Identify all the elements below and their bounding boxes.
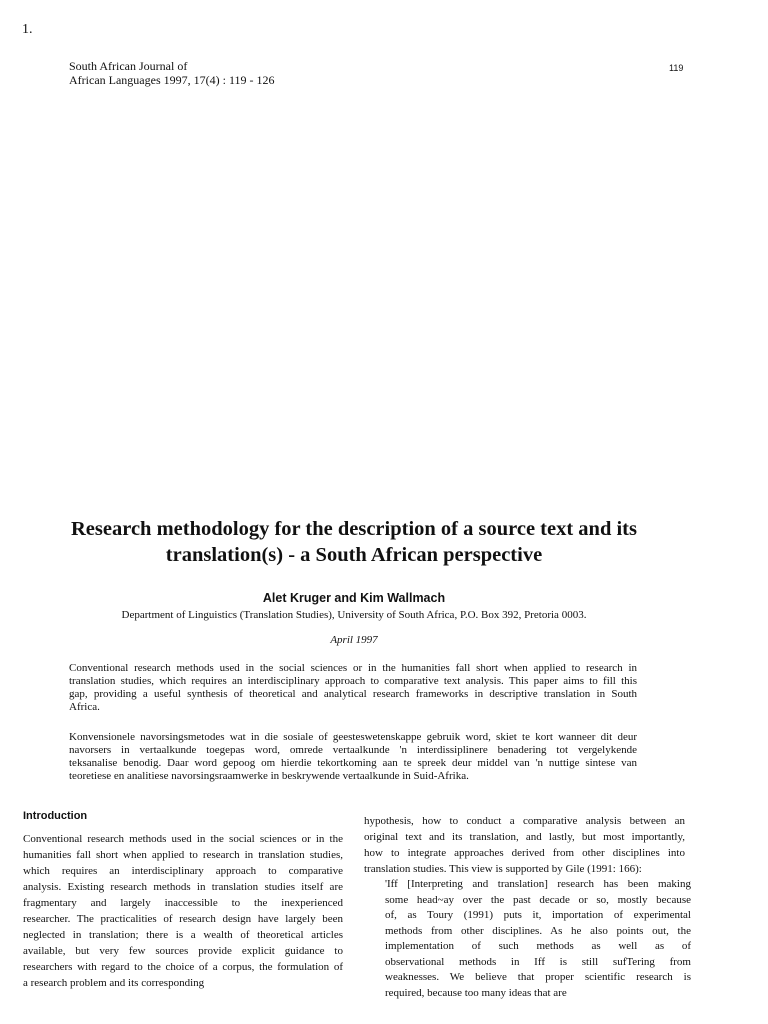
abstract-line: Africa. bbox=[69, 701, 100, 713]
page-number: 119 bbox=[669, 63, 684, 73]
publication-date: April 1997 bbox=[330, 634, 378, 646]
journal-volume: African Languages 1997, 17(4) : 119 - 126 bbox=[69, 73, 275, 87]
body-line: neglected in translation; there is a wealth of theoretical articles bbox=[23, 929, 343, 941]
body-line: researchers with regard to the choice of a corpus, the formulation of bbox=[23, 961, 343, 973]
body-line: a research problem and its corresponding bbox=[23, 977, 205, 989]
body-line: translation studies. This view is supported by Gile (1991: 166): bbox=[364, 863, 642, 875]
body-line: hypothesis, how to conduct a comparative analysis between an bbox=[364, 815, 685, 827]
quote-line: required, because too many ideas that are bbox=[385, 986, 567, 999]
title-line: translation(s) - a South African perspective bbox=[165, 544, 543, 566]
quote-line: some head~ay over the past decade or so, mostly because bbox=[385, 893, 691, 906]
body-line: how to integrate approaches derived from other disciplines into bbox=[364, 847, 685, 859]
body-line: analysis. Existing research methods in translation studies itself are bbox=[23, 881, 343, 893]
body-line: researcher. The practicalities of research design have largely been bbox=[23, 913, 343, 925]
abstract-line: translation studies, which requires an interdisciplinary approach to comparative text analysis. This paper aims to fill this bbox=[69, 675, 637, 687]
authors: Alet Kruger and Kim Wallmach bbox=[262, 591, 446, 605]
block-quote bbox=[385, 877, 691, 1001]
body-column-right bbox=[364, 813, 685, 877]
abstract-english bbox=[69, 662, 637, 714]
journal-citation bbox=[69, 59, 275, 87]
body-line: available, but very few sources provide explicit guidance to bbox=[23, 945, 343, 957]
article-title bbox=[30, 516, 678, 568]
quote-line: weaknesses. We believe that proper scientific research is bbox=[385, 971, 691, 983]
abstract-line: teoretiese en analitiese navorsingsraamwerke in beskrywende vertaalkunde in Suid-Afrika. bbox=[69, 770, 469, 782]
body-line: which requires an interdisciplinary approach to comparative bbox=[23, 865, 343, 877]
body-line: original text and its translation, and lastly, but most importantly, bbox=[364, 831, 685, 843]
title-line: Research methodology for the description of a source text and its bbox=[71, 518, 637, 540]
abstract-line: Konvensionele navorsingsmetodes wat in die sosiale of geesteswetenskappe gebruik word, skiet te kort wanneer dit deur bbox=[69, 731, 637, 743]
body-line: Conventional research methods used in the social sciences or in the bbox=[23, 833, 343, 845]
abstract-line: Conventional research methods used in the social sciences or in the humanities fall short when applied to research in bbox=[69, 662, 637, 674]
abstract-line: navorsers in vertaalkunde toegepas word, omrede vertaalkunde 'n interdissiplinere benadering tot vergelykende bbox=[69, 744, 637, 756]
quote-line: observational methods in Iff is still sufTering from bbox=[385, 955, 691, 968]
body-line: humanities fall short when applied to research in translation studies, bbox=[23, 849, 343, 861]
quote-line: of, as Toury (1991) puts it, importation of experimental bbox=[385, 909, 691, 921]
page-corner-number: 1. bbox=[22, 22, 33, 37]
journal-name: South African Journal of bbox=[69, 59, 188, 73]
quote-line: 'Iff [Interpreting and translation] research has been making bbox=[385, 878, 691, 890]
quote-line: methods from other disciplines. As he also points out, the bbox=[385, 924, 691, 937]
abstract-afrikaans bbox=[69, 731, 637, 783]
abstract-line: teksanalise benodig. Daar word gepoog om hierdie tekortkoming aan te spreek deur middel van 'n nuttige sintese van bbox=[69, 757, 637, 769]
section-heading: Introduction bbox=[23, 810, 88, 822]
body-line: fragmentary and largely inaccessible to the inexperienced bbox=[23, 897, 343, 909]
quote-line: implementation of such methods as well as of bbox=[385, 940, 691, 952]
affiliation: Department of Linguistics (Translation Studies), University of South Africa, P.O. Box 392, Pretoria 0003. bbox=[121, 609, 587, 621]
abstract-line: gap, providing a useful synthesis of theoretical and analytical research frameworks in descriptive translation in South bbox=[69, 688, 637, 700]
body-column-left bbox=[23, 831, 343, 991]
